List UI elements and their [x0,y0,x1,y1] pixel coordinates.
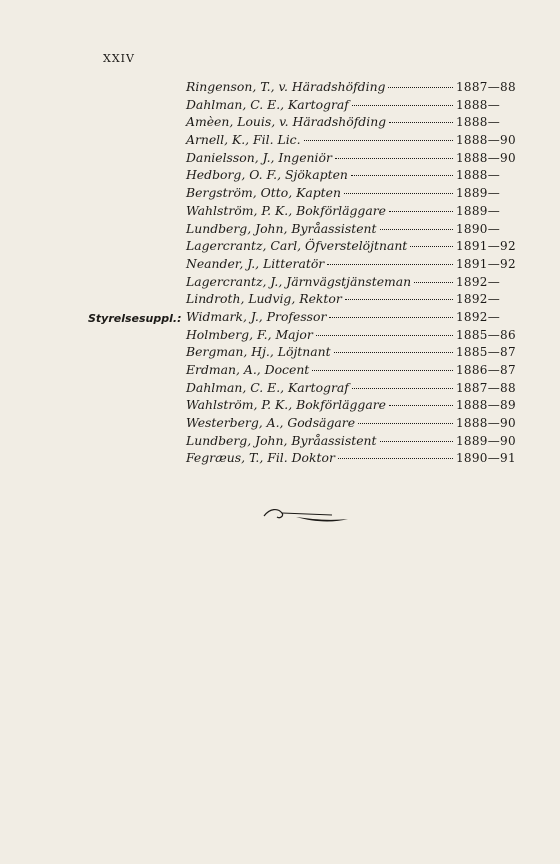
dot-leader [304,140,453,141]
dot-leader [312,370,453,371]
entry-years: 1892— [456,292,501,307]
list-item [186,415,518,433]
entry-years: 1889— [456,203,501,218]
entry-years: 1890— [456,221,501,236]
entry-years: 1888—90 [456,150,516,165]
entry-name: Wahlström, P. K., Bokförläggare [186,202,387,218]
section-label: Styrelsesuppl.: [88,312,182,325]
dot-leader [358,423,453,424]
entry-name: Amèen, Louis, v. Häradshöfding [186,114,387,130]
dot-leader [344,193,453,194]
entry-years: 1892— [456,309,501,324]
page-number: XXIV [103,52,135,65]
entry-name: Lindroth, Ludvig, Rektor [186,291,342,307]
list-item [186,114,518,132]
entry-years: 1888—90 [456,416,516,431]
entry-years: 1892— [456,274,501,289]
list-item [186,327,518,345]
entry-years: 1886—87 [456,363,516,377]
entry-years: 1888— [456,97,501,112]
list-item [186,291,518,309]
entry-years: 1887—88 [456,380,516,395]
flourish-ornament-icon [262,500,350,530]
dot-leader [351,175,453,176]
entry-name: Danielsson, J., Ingeniör [186,149,332,165]
entry-name: Lundberg, John, Byråassistent [186,220,377,236]
list-item [186,274,518,292]
entry-years: 1885—86 [456,327,516,342]
dot-leader [389,405,453,406]
entry-name: Neander, J., Litteratör [186,255,325,271]
entry-name: Lagercrantz, Carl, Öfverstelöjtnant [186,238,408,254]
list-item [186,167,518,185]
entry-name: Arnell, K., Fil. Lic. [186,132,301,148]
member-list [186,79,518,468]
dot-leader [335,158,453,159]
dot-leader [316,335,453,336]
dot-leader [414,282,453,283]
list-item [186,309,518,327]
dot-leader [389,211,453,212]
list-item [186,450,518,468]
list-item [186,97,518,115]
entry-name: Dahlman, C. E., Kartograf [186,96,349,112]
entry-years: 1889— [456,186,501,201]
dot-leader [410,246,453,247]
entry-name: Holmberg, F., Major [186,326,313,342]
entry-name: Wahlström, P. K., Bokförläggare [186,397,387,413]
entry-years: 1888— [456,168,501,183]
list-item [186,256,518,274]
entry-name: Bergman, Hj., Löjtnant [186,344,331,360]
dot-leader [352,105,453,106]
entry-name: Lundberg, John, Byråassistent [186,432,377,448]
entry-name: Erdman, A., Docent [186,362,310,377]
dot-leader [329,317,453,318]
list-item [186,238,518,256]
dot-leader [334,352,453,353]
entry-years: 1891—92 [456,256,516,271]
entry-name: Ringenson, T., v. Häradshöfding [186,79,386,94]
entry-years: 1887—88 [456,80,516,94]
list-item [186,362,518,380]
entry-years: 1891—92 [456,239,516,254]
dot-leader [388,87,453,88]
entry-years: 1888—89 [456,398,516,413]
list-item [186,185,518,203]
dot-leader [380,441,454,442]
list-item [186,433,518,451]
entry-name: Lagercrantz, J., Järnvägstjänsteman [186,273,412,289]
list-item [186,397,518,415]
dot-leader [352,388,453,389]
entry-name: Westerberg, A., Godsägare [186,415,356,431]
entry-years: 1885—87 [456,345,516,360]
list-item [186,221,518,239]
entry-name: Fegræus, T., Fil. Doktor [186,450,335,466]
entry-years: 1888— [456,115,501,130]
list-item [186,203,518,221]
entry-name: Bergström, Otto, Kapten [186,185,341,201]
dot-leader [389,122,453,123]
entry-years: 1889—90 [456,433,516,448]
dot-leader [338,458,453,459]
entry-name: Hedborg, O. F., Sjökapten [186,167,348,183]
list-item [186,344,518,362]
dot-leader [327,264,453,265]
dot-leader [380,229,454,230]
entry-years: 1890—91 [456,451,516,466]
list-item [186,132,518,150]
list-item [186,79,518,97]
entry-years: 1888—90 [456,133,516,148]
entry-name: Dahlman, C. E., Kartograf [186,379,349,395]
list-item [186,150,518,168]
dot-leader [345,299,453,300]
entry-name: Widmark, J., Professor [186,308,327,324]
list-item [186,380,518,398]
